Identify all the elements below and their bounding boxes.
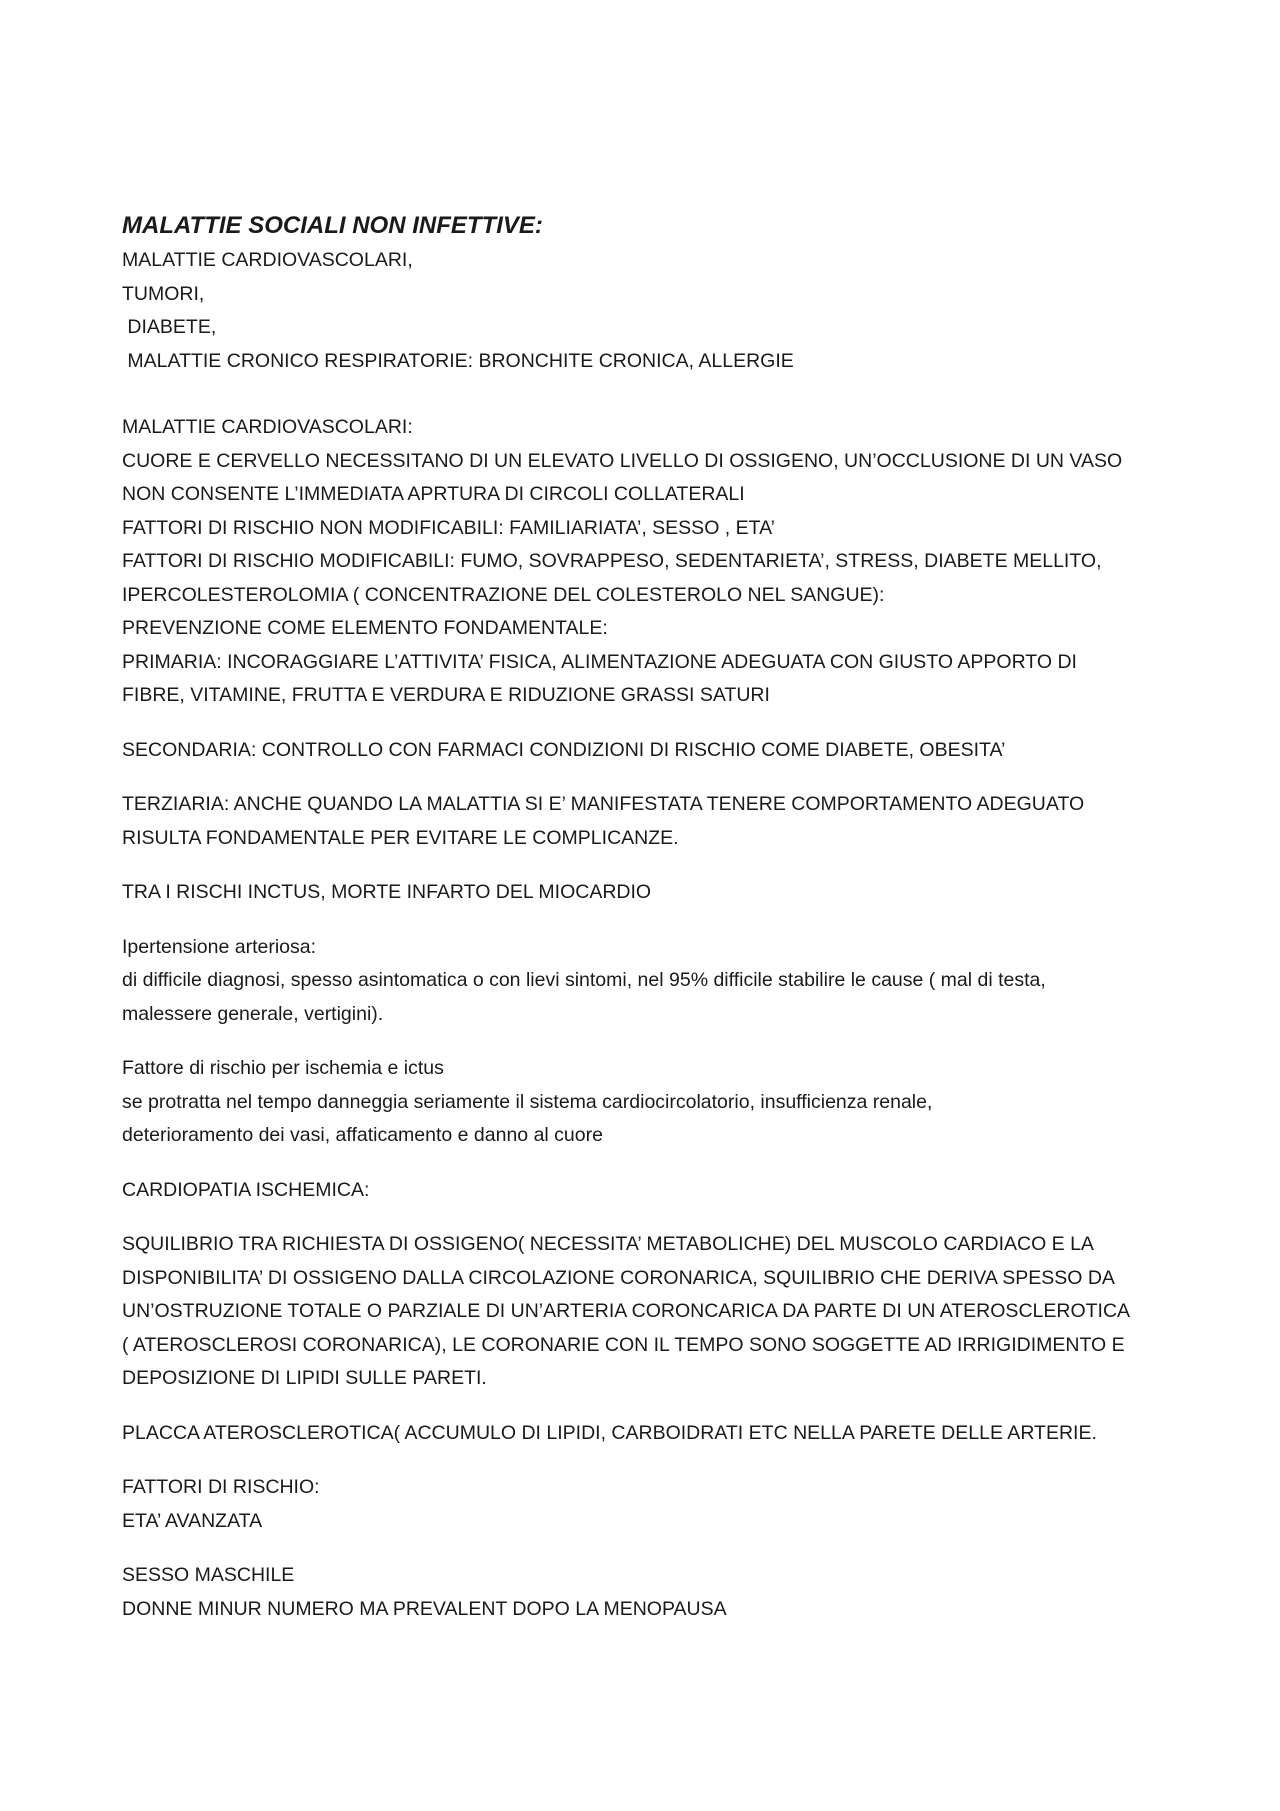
fattori-rischio-paragraph: [122, 1471, 1172, 1538]
terziaria-line: TERZIARIA: ANCHE QUANDO LA MALATTIA SI E’ MANIFESTATA TENERE COMPORTAMENTO ADEGUATO: [122, 793, 1085, 815]
cardio-line: PREVENZIONE COME ELEMENTO FONDAMENTALE:: [122, 617, 608, 639]
cardio-line: CUORE E CERVELLO NECESSITANO DI UN ELEVATO LIVELLO DI OSSIGENO, UN’OCCLUSIONE DI UN VASO: [122, 449, 1123, 472]
squilibrio-paragraph: [122, 1228, 1172, 1396]
fattori-rischio-line: ETA’ AVANZATA: [122, 1509, 263, 1532]
squilibrio-line: SQUILIBRIO TRA RICHIESTA DI OSSIGENO( NECESSITA’ METABOLICHE) DEL MUSCOLO CARDIACO E LA: [122, 1233, 1094, 1255]
sesso-line: DONNE MINUR NUMERO MA PREVALENT DOPO LA MENOPAUSA: [122, 1597, 727, 1620]
sesso-paragraph: [122, 1559, 1172, 1626]
cardio-line: FATTORI DI RISCHIO MODIFICABILI: FUMO, SOVRAPPESO, SEDENTARIETA’, STRESS, DIABETE MELLITO,: [122, 550, 1102, 572]
fattore-line: Fattore di rischio per ischemia e ictus: [122, 1057, 444, 1079]
rischi-line: TRA I RISCHI INCTUS, MORTE INFARTO DEL MIOCARDIO: [122, 881, 652, 903]
sesso-line: SESSO MASCHILE: [122, 1564, 295, 1586]
placca-paragraph: [122, 1417, 1172, 1451]
intro-list-item: MALATTIE CARDIOVASCOLARI,: [122, 249, 413, 271]
cardiopatia-heading: CARDIOPATIA ISCHEMICA:: [122, 1178, 370, 1201]
secondaria-line: SECONDARIA: CONTROLLO CON FARMACI CONDIZIONI DI RISCHIO COME DIABETE, OBESITA’: [122, 738, 1006, 761]
ipertensione-line: malessere generale, vertigini).: [122, 1002, 384, 1025]
ipertensione-heading: Ipertensione arteriosa:: [122, 935, 317, 958]
fattore-paragraph: [122, 1052, 1172, 1153]
ipertensione-line: di difficile diagnosi, spesso asintomatica o con lievi sintomi, nel 95% difficile stabilire le cause ( mal di testa,: [122, 969, 1046, 991]
intro-list-item: DIABETE,: [122, 316, 217, 338]
fattore-line: se protratta nel tempo danneggia seriamente il sistema cardiocircolatorio, insufficienza renale,: [122, 1090, 933, 1113]
rischi-paragraph: [122, 876, 1172, 910]
cardio-line: FIBRE, VITAMINE, FRUTTA E VERDURA E RIDUZIONE GRASSI SATURI: [122, 684, 770, 706]
placca-line: PLACCA ATEROSCLEROTICA( ACCUMULO DI LIPIDI, CARBOIDRATI ETC NELLA PARETE DELLE ARTERIE.: [122, 1421, 1097, 1444]
squilibrio-line: DEPOSIZIONE DI LIPIDI SULLE PARETI.: [122, 1367, 487, 1389]
fattori-rischio-heading: FATTORI DI RISCHIO:: [122, 1476, 320, 1498]
cardio-line: IPERCOLESTEROLOMIA ( CONCENTRAZIONE DEL COLESTEROLO NEL SANGUE):: [122, 583, 885, 606]
squilibrio-line: DISPONIBILITA’ DI OSSIGENO DALLA CIRCOLAZIONE CORONARICA, SQUILIBRIO CHE DERIVA SPESSO DA: [122, 1266, 1115, 1289]
cardio-section: [122, 411, 1172, 713]
document-page: [122, 208, 1172, 1647]
cardio-heading: MALATTIE CARDIOVASCOLARI:: [122, 416, 413, 438]
secondaria-paragraph: [122, 734, 1172, 768]
intro-list-item: MALATTIE CRONICO RESPIRATORIE: BRONCHITE CRONICA, ALLERGIE: [122, 349, 794, 372]
terziaria-line: RISULTA FONDAMENTALE PER EVITARE LE COMPLICANZE.: [122, 826, 679, 849]
cardio-line: FATTORI DI RISCHIO NON MODIFICABILI: FAMILIARIATA’, SESSO , ETA’: [122, 516, 775, 539]
terziaria-paragraph: [122, 788, 1172, 855]
squilibrio-line: UN’OSTRUZIONE TOTALE O PARZIALE DI UN’ARTERIA CORONCARICA DA PARTE DI UN ATEROSCLEROTICA: [122, 1300, 1131, 1322]
ipertensione-paragraph: [122, 931, 1172, 1032]
document-title: MALATTIE SOCIALI NON INFETTIVE:: [122, 212, 543, 239]
intro-list-item: TUMORI,: [122, 282, 205, 305]
squilibrio-line: ( ATEROSCLEROSI CORONARICA), LE CORONARIE CON IL TEMPO SONO SOGGETTE AD IRRIGIDIMENTO E: [122, 1333, 1125, 1356]
fattore-line: deterioramento dei vasi, affaticamento e danno al cuore: [122, 1124, 603, 1146]
cardio-line: PRIMARIA: INCORAGGIARE L’ATTIVITA’ FISICA, ALIMENTAZIONE ADEGUATA CON GIUSTO APPORTO DI: [122, 650, 1077, 673]
cardio-line: NON CONSENTE L’IMMEDIATA APRTURA DI CIRCOLI COLLATERALI: [122, 483, 745, 505]
cardiopatia-heading-paragraph: [122, 1174, 1172, 1208]
intro-list: [122, 244, 1172, 378]
